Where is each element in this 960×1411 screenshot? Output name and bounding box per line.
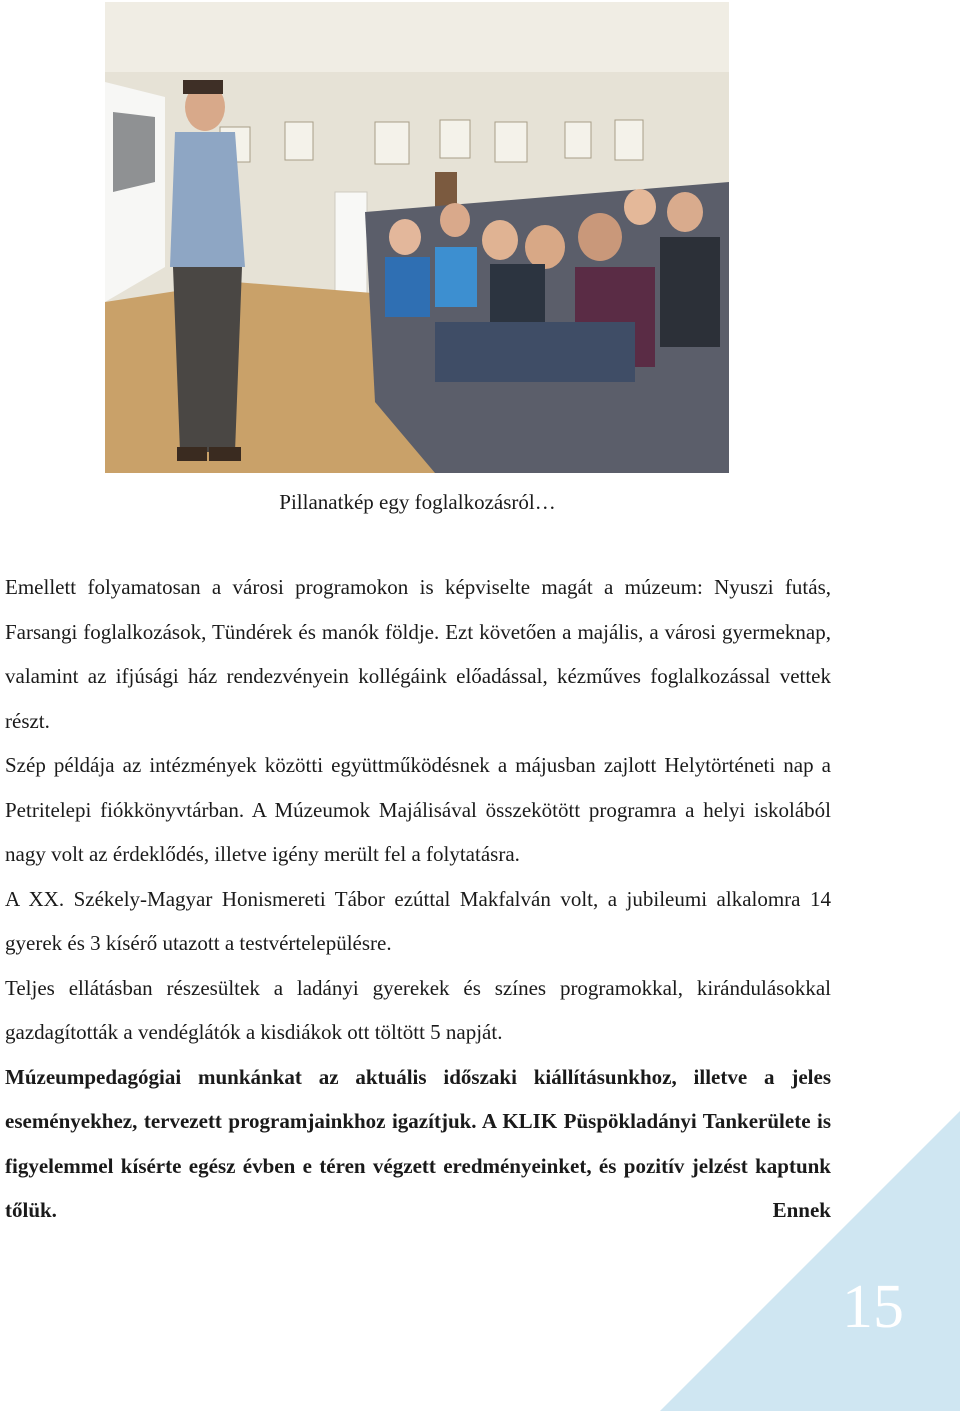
paragraph: Teljes ellátásban részesültek a ladányi gyerekek és színes programokkal, kirándulásokkal gazdagították a vendéglátók a kisdiákok ott töltött 5 napját. [5,975,831,1044]
paragraph: Szép példája az intézmények közötti együttműködésnek a májusban zajlott Helytörténeti nap a Petritelepi fiókkönyvtárban. A Múzeumok Majálisával összekötött programra a helyi iskolából nagy volt az érdeklődés, illetve igény merült fel a folytatásra. [5,753,831,866]
corner-triangle-decoration [660,1111,960,1411]
page-number: 15 [842,1273,904,1341]
classroom-photo [105,2,729,473]
classroom-photo-illustration [105,2,729,473]
paragraph: Emellett folyamatosan a városi programokon is képviselte magát a múzeum: Nyuszi futás, Farsangi foglalkozások, Tündérek és manók földje. Ezt követően a majális, a városi gyermeknap, valamint az ifjúsági ház rendezvényein kollégáink előadással, kézműves foglalkozással vettek részt. [5,575,831,733]
photo-caption: Pillanatkép egy foglalkozásról… [279,490,556,514]
paragraph: A XX. Székely-Magyar Honismereti Tábor ezúttal Makfalván volt, a jubileumi alkalomra 14 gyerek és 3 kísérő utazott a testvértelepülésre. [5,886,831,955]
paragraph-bold: Múzeumpedagógiai munkánkat az aktuális időszaki kiállításunkhoz, illetve a jeles eseményekhez, tervezett programjainkhoz igazítjuk. A KLIK Püspökladányi Tankerülete is figyelemmel kísérte egész évben e téren végzett eredményeinket, és pozitív jelzést kaptunk tőlük. Ennek [5,1064,831,1222]
